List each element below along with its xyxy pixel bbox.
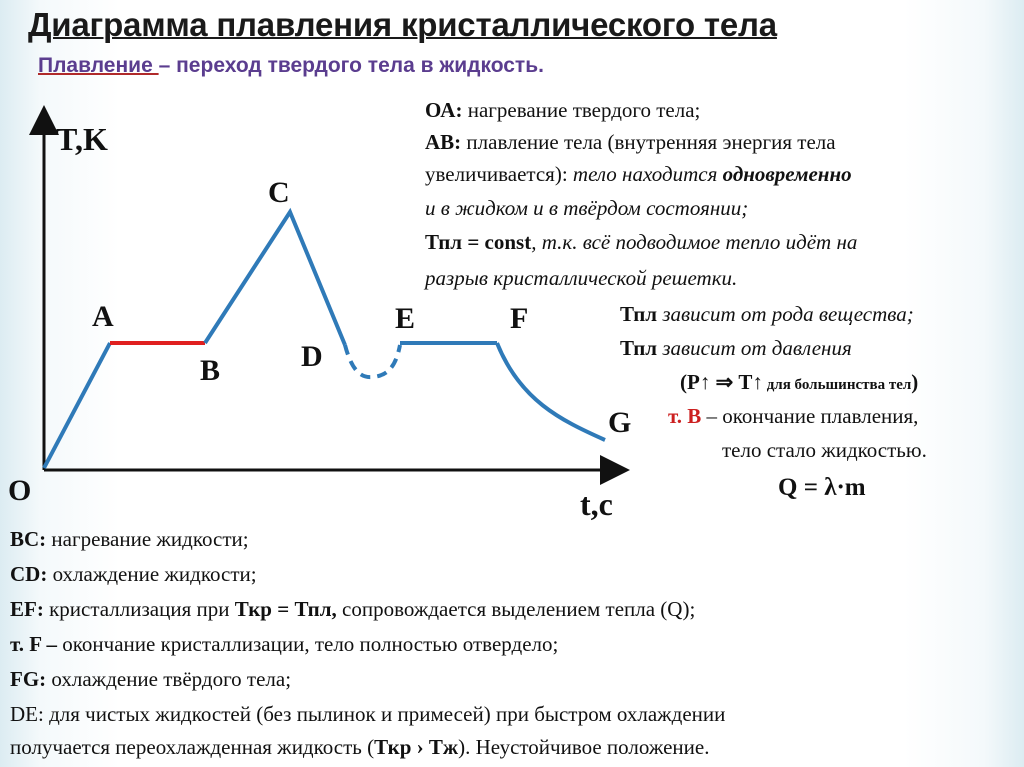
- y-axis-label: T,K: [56, 121, 108, 157]
- point-label-a: A: [92, 300, 114, 333]
- note-point-b-cont: тело стало жидкостью.: [722, 438, 927, 462]
- note-tpl-const: Тпл = const, т.к. всё подводимое тепло идёт на: [425, 230, 858, 254]
- x-axis-label: t,c: [580, 486, 613, 522]
- point-label-g: G: [608, 406, 632, 439]
- point-label-f: F: [510, 302, 529, 335]
- note-depends-pressure: Тпл зависит от давления: [620, 336, 852, 360]
- note-fg: FG: охлаждение твёрдого тела;: [10, 667, 292, 691]
- note-bc: ВС: нагревание жидкости;: [10, 527, 249, 551]
- note-ab-cont1: увеличивается): тело находится одновременно: [425, 162, 852, 186]
- note-de: DE: для чистых жидкостей (без пылинок и примесей) при быстром охлаждении: [10, 702, 726, 726]
- note-ef: EF: кристаллизация при Ткр = Тпл, сопровождается выделением тепла (Q);: [10, 597, 696, 621]
- page-title: Диаграмма плавления кристаллического тела: [28, 6, 777, 43]
- note-tpl-const-cont: разрыв кристаллической решетки.: [425, 266, 738, 290]
- point-label-d: D: [301, 340, 323, 373]
- segment-oa: [44, 343, 110, 468]
- note-ab: АВ: плавление тела (внутренняя энергия тела: [425, 130, 836, 154]
- segment-de-dashed: [345, 345, 400, 377]
- origin-label: O: [8, 474, 32, 507]
- segment-bc: [205, 212, 345, 345]
- note-ab-cont2: и в жидком и в твёрдом состоянии;: [425, 196, 749, 220]
- point-label-e: E: [395, 302, 416, 335]
- point-label-c: C: [268, 176, 290, 209]
- point-label-b: B: [200, 354, 221, 387]
- note-cd: CD: охлаждение жидкости;: [10, 562, 257, 586]
- note-oa: ОА: нагревание твердого тела;: [425, 98, 701, 122]
- segment-fg: [497, 343, 605, 440]
- note-depends-substance: Тпл зависит от рода вещества;: [620, 302, 914, 326]
- note-point-f: т. F – окончание кристаллизации, тело полностью отвердело;: [10, 632, 559, 656]
- formula: Q = λ·m: [778, 474, 866, 501]
- subtitle-definition: – переход твердого тела в жидкость.: [158, 54, 544, 77]
- note-pressure-relation: (Р↑ ⇒ Т↑ для большинства тел): [680, 370, 919, 394]
- note-point-b: т. В – окончание плавления,: [668, 404, 919, 428]
- note-de-cont: получается переохлажденная жидкость (Ткр › Тж). Неустойчивое положение.: [10, 735, 710, 759]
- subtitle-term: Плавление: [38, 54, 159, 77]
